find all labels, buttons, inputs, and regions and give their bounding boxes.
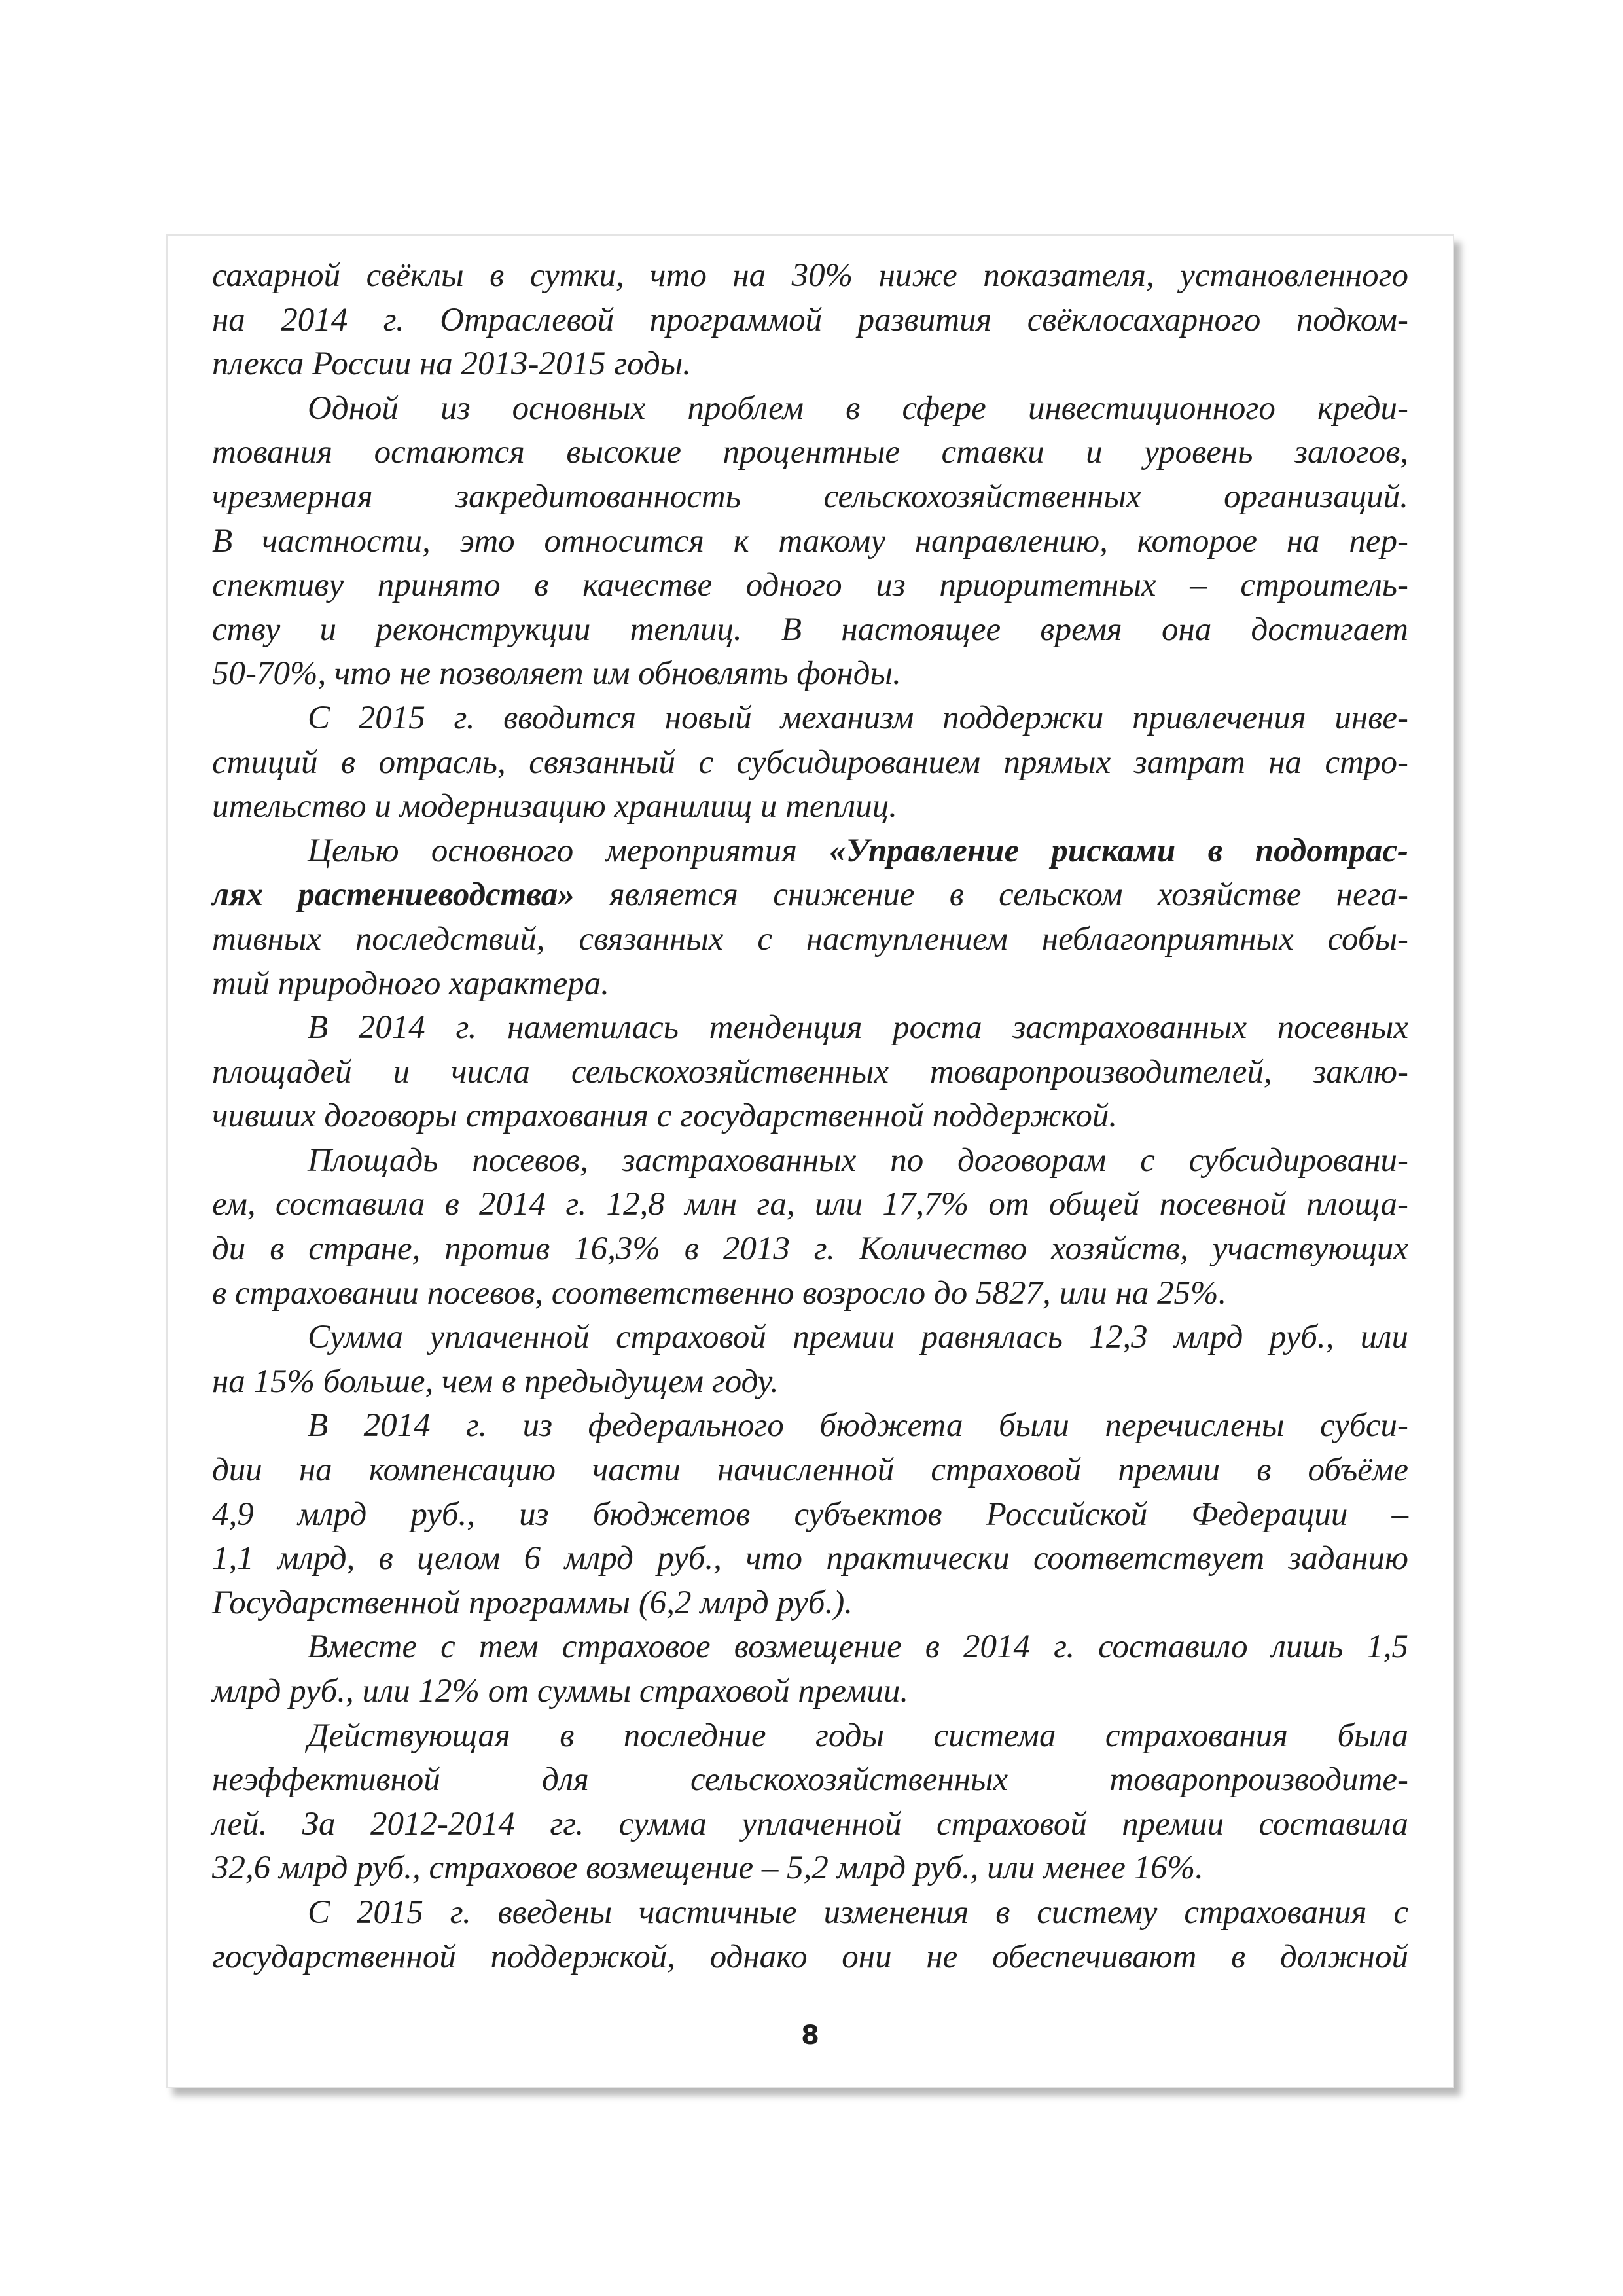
document-page (166, 234, 1454, 2088)
text-line (212, 873, 1408, 918)
text-line: ству и реконструкции теплиц. В настоящее время она достигает (212, 611, 1408, 648)
text-line: дии на компенсацию части начисленной страховой премии в объёме (212, 1452, 1408, 1489)
text-line: 4,9 млрд руб., из бюджетов субъектов Российской Федерации – (212, 1496, 1408, 1533)
text-line: спективу принято в качестве одного из приоритетных – строитель- (212, 567, 1408, 604)
text-line: ем, составила в 2014 г. 12,8 млн га, или 17,7% от общей посевной площа- (212, 1186, 1408, 1223)
paragraph-first-line (212, 829, 1408, 874)
text-line: площадей и числа сельскохозяйственных товаропроизводителей, заклю- (212, 1053, 1408, 1090)
paragraph-first-line: В 2014 г. из федерального бюджета были перечислены субси- (308, 1407, 1408, 1444)
text-line: чивших договоры страхования с государственной поддержкой. (212, 1098, 1118, 1135)
text-fragment: Целью основного мероприятия (308, 832, 830, 869)
text-line: млрд руб., или 12% от суммы страховой премии. (212, 1673, 909, 1710)
bold-emphasis: «Управление рисками в подотрас- (829, 832, 1408, 869)
paragraph-first-line: Сумма уплаченной страховой премии равнялась 12,3 млрд руб., или (308, 1319, 1408, 1356)
text-line: тивных последствий, связанных с наступлением неблагоприятных собы- (212, 920, 1408, 958)
text-line: 1,1 млрд, в целом 6 млрд руб., что практически соответствует заданию (212, 1540, 1408, 1577)
paragraph-first-line: Вместе с тем страховое возмещение в 2014 г. составило лишь 1,5 (308, 1628, 1408, 1666)
text-line: ительство и модернизацию хранилищ и теплиц. (212, 788, 898, 825)
text-line: В частности, это относится к такому направлению, которое на пер- (212, 522, 1408, 560)
text-line: в страховании посевов, соответственно возросло до 5827, или на 25%. (212, 1274, 1227, 1312)
text-line: государственной поддержкой, однако они не обеспечивают в должной (212, 1938, 1408, 1975)
text-line: чрезмерная закредитованность сельскохозяйственных организаций. (212, 478, 1408, 515)
text-line: тования остаются высокие процентные ставки и уровень залогов, (212, 434, 1408, 471)
paragraph-first-line: С 2015 г. вводится новый механизм поддержки привлечения инве- (308, 699, 1408, 736)
text-line: на 15% больше, чем в предыдущем году. (212, 1363, 779, 1400)
paragraph-first-line: Одной из основных проблем в сфере инвестиционного креди- (308, 389, 1408, 427)
text-line: тий природного характера. (212, 965, 610, 1002)
bold-emphasis: лях растениеводства» (212, 876, 575, 914)
paragraph-first-line: Действующая в последние годы система страхования была (308, 1717, 1408, 1754)
text-line: лей. За 2012-2014 гг. сумма уплаченной страховой премии составила (212, 1805, 1408, 1842)
text-line: ди в стране, против 16,3% в 2013 г. Количество хозяйств, участвующих (212, 1230, 1408, 1268)
text-line: 50-70%, что не позволяет им обновлять фонды. (212, 655, 901, 692)
paragraph-first-line: В 2014 г. наметилась тенденция роста застрахованных посевных (308, 1009, 1408, 1047)
text-line: стиций в отрасль, связанный с субсидированием прямых затрат на стро- (212, 744, 1408, 781)
text-line: неэффективной для сельскохозяйственных товаропроизводите- (212, 1761, 1408, 1799)
paragraph-first-line: Площадь посевов, застрахованных по договорам с субсидировани- (308, 1141, 1408, 1179)
page-number: 8 (801, 2020, 819, 2051)
text-line: сахарной свёклы в сутки, что на 30% ниже показателя, установленного (212, 257, 1408, 294)
text-line: Государственной программы (6,2 млрд руб.). (212, 1584, 853, 1621)
text-line: 32,6 млрд руб., страховое возмещение – 5,2 млрд руб., или менее 16%. (212, 1850, 1204, 1887)
document-body (212, 254, 1408, 1979)
text-line: плекса России на 2013-2015 годы. (212, 346, 692, 383)
text-fragment: является снижение в сельском хозяйстве нега- (574, 876, 1408, 914)
paragraph-first-line: С 2015 г. введены частичные изменения в систему страхования с (308, 1893, 1408, 1931)
text-line: на 2014 г. Отраслевой программой развития свёклосахарного подком- (212, 301, 1408, 338)
